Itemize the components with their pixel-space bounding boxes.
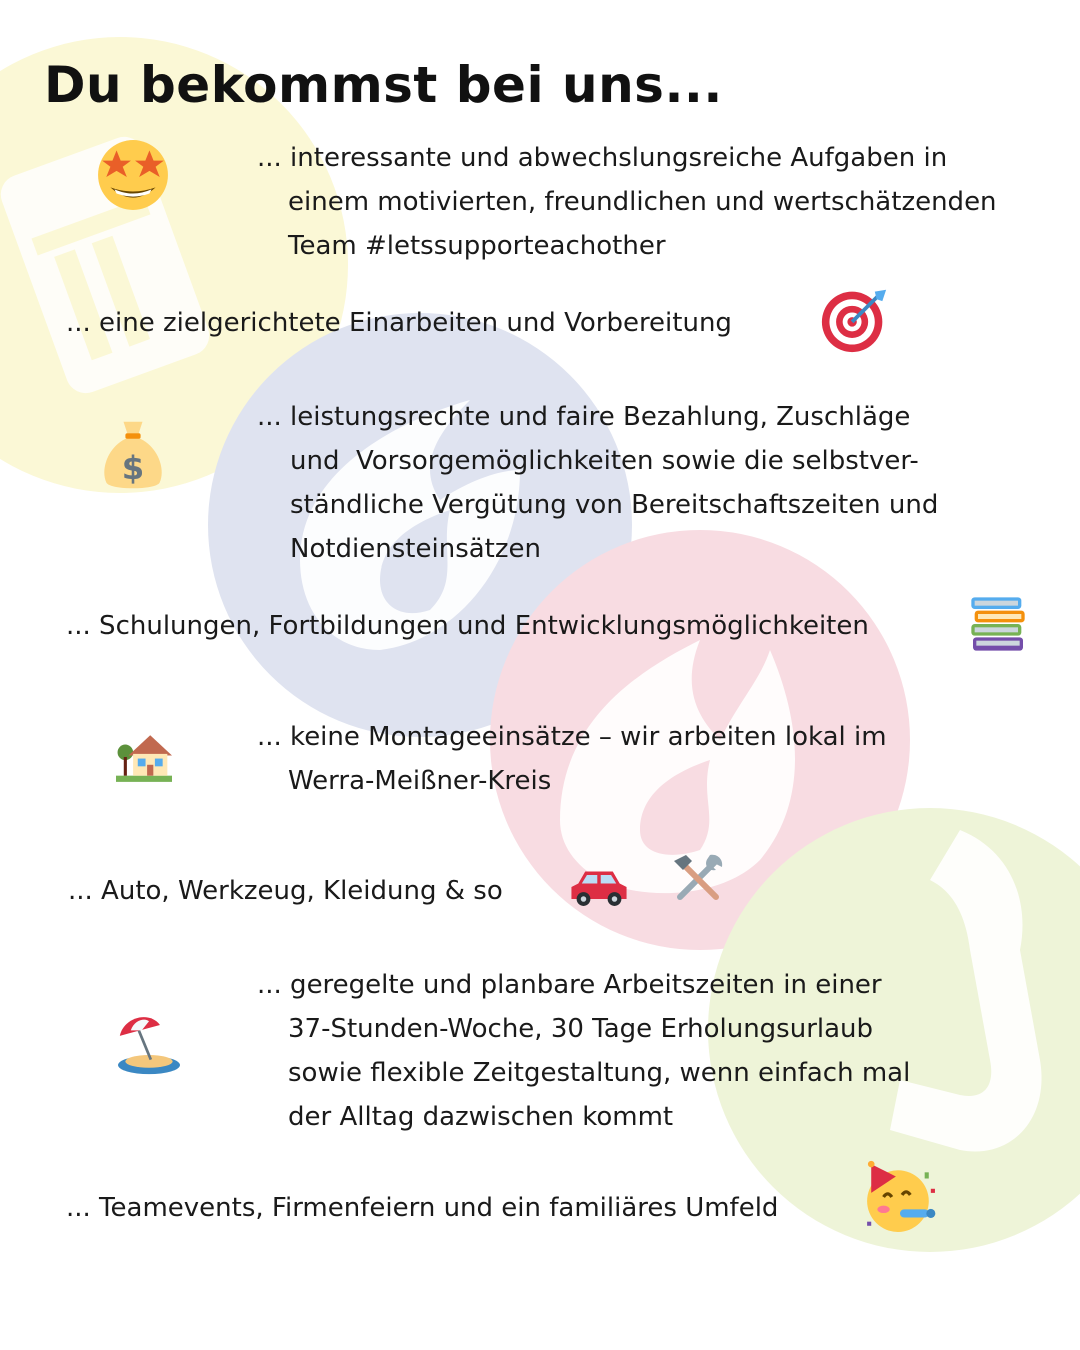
- benefit-5-line-1: ... keine Montageeinsätze – wir arbeiten lokal im: [257, 722, 887, 752]
- page-title: Du bekommst bei uns...: [44, 56, 723, 114]
- benefit-7-line-2: 37-Stunden-Woche, 30 Tage Erholungsurlaub: [288, 1014, 874, 1044]
- books-icon: [968, 594, 1028, 654]
- money-bag-icon: [98, 418, 168, 494]
- benefit-7-line-3: sowie flexible Zeitgestaltung, wenn einfach mal: [288, 1058, 911, 1088]
- star-struck-face-icon: [96, 138, 170, 212]
- target-icon: [820, 286, 888, 354]
- party-face-icon: [862, 1160, 938, 1234]
- benefit-3-line-1: ... leistungsrechte und faire Bezahlung, Zuschläge: [257, 402, 911, 432]
- benefit-3-line-3: ständliche Vergütung von Bereitschaftszeiten und: [290, 490, 939, 520]
- svg-text:$: $: [121, 448, 145, 487]
- benefit-8-line-1: ... Teamevents, Firmenfeiern und ein familiäres Umfeld: [66, 1193, 779, 1223]
- benefit-1-line-3: Team #letssupporteachother: [288, 231, 666, 261]
- benefit-3-line-4: Notdiensteinsätzen: [290, 534, 541, 564]
- benefit-5-line-2: Werra-Meißner-Kreis: [288, 766, 552, 796]
- benefit-4-line-1: ... Schulungen, Fortbildungen und Entwicklungsmöglichkeiten: [66, 611, 869, 641]
- house-icon: [116, 730, 172, 784]
- beach-umbrella-icon: [116, 1014, 182, 1076]
- benefit-7-line-1: ... geregelte und planbare Arbeitszeiten in einer: [257, 970, 882, 1000]
- benefit-2-line-1: ... eine zielgerichtete Einarbeiten und Vorbereitung: [66, 308, 732, 338]
- benefit-6-line-1: ... Auto, Werkzeug, Kleidung & so: [68, 876, 503, 906]
- benefit-7-line-4: der Alltag dazwischen kommt: [288, 1102, 674, 1132]
- benefit-1-line-2: einem motivierten, freundlichen und wertschätzenden: [288, 187, 997, 217]
- tools-icon: [670, 852, 726, 906]
- benefit-3-line-2: und Vorsorgemöglichkeiten sowie die selbstver-: [290, 446, 919, 476]
- car-icon: [568, 866, 630, 908]
- benefit-1-line-1: ... interessante und abwechslungsreiche Aufgaben in: [257, 143, 948, 173]
